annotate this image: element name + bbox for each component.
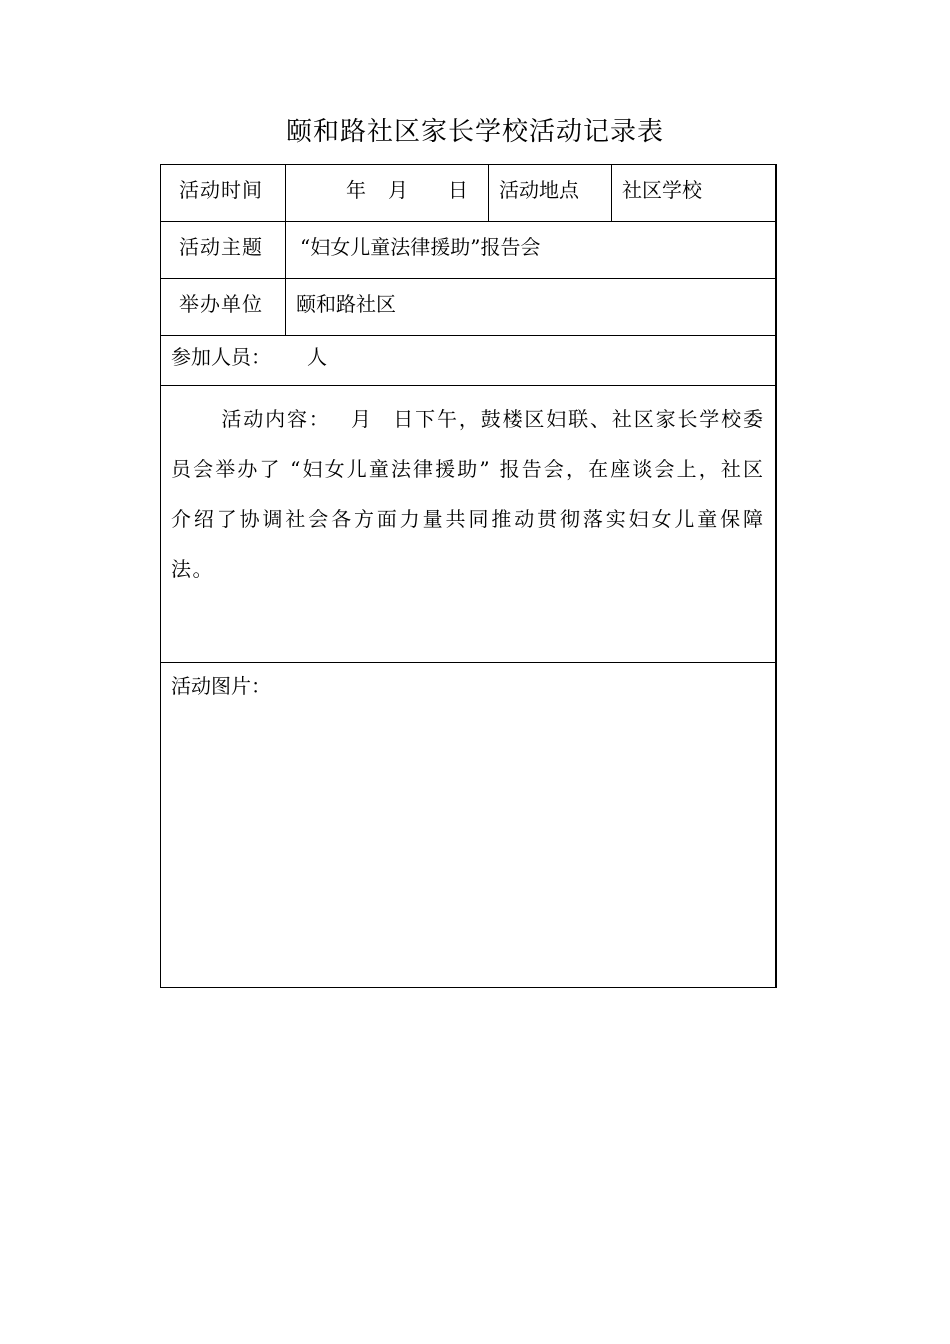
participants-cell <box>161 336 776 386</box>
activity-record-table <box>160 164 777 988</box>
content-label: 活动内容： <box>221 407 331 431</box>
place-value: 社区学校 <box>622 178 702 202</box>
photos-cell <box>161 663 776 988</box>
time-label-cell <box>161 165 286 222</box>
row-photos <box>161 663 776 988</box>
row-organizer <box>161 279 776 336</box>
page-title: 颐和路社区家长学校活动记录表 <box>285 117 664 147</box>
theme-value: “妇女儿童法律援助”报告会 <box>300 235 541 259</box>
place-label-cell <box>489 165 612 222</box>
theme-label: 活动主题 <box>179 235 263 259</box>
date-month: 月 <box>388 178 408 202</box>
participants-unit: 人 <box>307 345 327 369</box>
date-year: 年 <box>346 178 366 202</box>
content-cell <box>161 386 776 663</box>
row-time-place <box>161 165 776 222</box>
row-theme <box>161 222 776 279</box>
content-month: 月 <box>350 407 373 431</box>
date-day: 日 <box>448 178 468 202</box>
theme-value-cell <box>286 222 776 279</box>
row-participants <box>161 336 776 386</box>
theme-label-cell <box>161 222 286 279</box>
organizer-label: 举办单位 <box>179 292 263 316</box>
place-value-cell <box>612 165 776 222</box>
place-label: 活动地点 <box>499 178 579 202</box>
content-text: 日下午，鼓楼区妇联、社区家长学校委员会举办了 “妇女儿童法律援助” 报告会，在座谈会上，社区介绍了协调社会各方面力量共同推动贯彻落实妇女儿童保障法。 <box>171 407 765 581</box>
photos-label: 活动图片： <box>171 674 271 698</box>
time-value-cell <box>286 165 489 222</box>
row-content <box>161 386 776 663</box>
participants-label: 参加人员： <box>171 345 271 369</box>
organizer-label-cell <box>161 279 286 336</box>
organizer-value: 颐和路社区 <box>296 292 396 316</box>
organizer-value-cell <box>286 279 776 336</box>
time-label: 活动时间 <box>179 178 263 202</box>
